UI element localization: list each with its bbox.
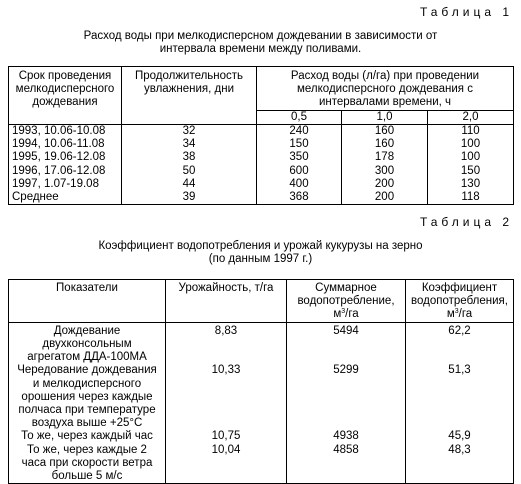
table-row: [9, 444, 514, 484]
interval-cell: 2,0: [428, 110, 514, 124]
header-text: Продолжительность: [134, 70, 244, 82]
indicator-text: часа при скорости ветра: [21, 456, 153, 469]
value-cell: 150: [428, 165, 514, 178]
total-consumption-cell: 5494: [287, 322, 406, 364]
header-text: Срок проведения: [18, 70, 112, 82]
indicator-cell: [9, 430, 166, 443]
header-text: м: [446, 308, 455, 321]
table2-number: Таблица 2: [419, 215, 513, 229]
table2-header-coefficient: [406, 280, 514, 323]
total-consumption-cell: 4858: [287, 444, 406, 484]
superscript: 3: [341, 308, 346, 316]
header-text: мелкодисперсного дождевания с: [297, 83, 473, 96]
value-cell: 100: [428, 151, 514, 164]
yield-cell: 10,33: [166, 364, 287, 430]
value-cell: 240: [257, 124, 342, 138]
value-cell: 350: [257, 151, 342, 164]
header-text: увлажнения, дни: [143, 83, 235, 96]
header-text: Расход воды (л/га) при проведении: [290, 70, 480, 82]
value-cell: 600: [257, 165, 342, 178]
value-cell: 368: [257, 191, 342, 205]
coefficient-cell: 48,3: [406, 444, 514, 484]
indicator-text: двухконсольным: [42, 337, 132, 350]
header-text: дождевания: [32, 96, 98, 109]
table1-number: Таблица 1: [419, 5, 513, 19]
superscript: 3: [454, 308, 459, 316]
period-cell: 1993, 10.06-10.08: [9, 124, 122, 138]
value-cell: 200: [342, 191, 428, 205]
interval-cell: 0,5: [257, 110, 342, 124]
table2-title-line2: (по данным 1997 г.): [208, 253, 313, 265]
table2: [8, 279, 514, 484]
table2-header-yield: Урожайность, т/га: [166, 280, 287, 323]
period-cell: 1995, 19.06-12.08: [9, 151, 122, 164]
table-row: [9, 191, 514, 205]
value-cell: 118: [428, 191, 514, 205]
table-row: [9, 151, 514, 164]
days-cell: 34: [122, 138, 257, 151]
indicator-text: То же, через каждый час: [21, 430, 153, 443]
indicator-text: больше 5 м/с: [51, 470, 123, 483]
value-cell: 160: [342, 138, 428, 151]
value-cell: 300: [342, 165, 428, 178]
header-text: интервалами времени, ч: [318, 96, 452, 109]
period-cell: Среднее: [9, 191, 122, 205]
coefficient-cell: 62,2: [406, 322, 514, 364]
value-cell: 130: [428, 178, 514, 191]
header-text: Коэффициент: [421, 282, 498, 294]
period-cell: 1997, 1.07-19.08: [9, 178, 122, 191]
header-text: м: [333, 308, 342, 321]
yield-cell: 10,75: [166, 430, 287, 443]
indicator-cell: [9, 444, 166, 484]
total-consumption-cell: 4938: [287, 430, 406, 443]
header-text: водопотребления,: [411, 295, 508, 308]
indicator-text: То же, через каждые 2: [27, 443, 147, 456]
indicator-text: Дождевание: [53, 324, 121, 337]
total-consumption-cell: 5299: [287, 364, 406, 430]
days-cell: 50: [122, 165, 257, 178]
header-text: мелкодисперсного: [15, 83, 115, 96]
table2-header-indicators: Показатели: [9, 280, 166, 323]
value-cell: 100: [428, 138, 514, 151]
days-cell: 39: [122, 191, 257, 205]
yield-cell: 10,04: [166, 444, 287, 484]
days-cell: 32: [122, 124, 257, 138]
indicator-text: воздуха выше +25°С: [31, 417, 143, 430]
table1-header-period: [9, 67, 122, 125]
table-row: [9, 178, 514, 191]
indicator-cell: [9, 364, 166, 430]
table-row: [9, 430, 514, 443]
coefficient-cell: 51,3: [406, 364, 514, 430]
coefficient-cell: 45,9: [406, 430, 514, 443]
value-cell: 110: [428, 124, 514, 138]
table-row: [9, 138, 514, 151]
value-cell: 160: [342, 124, 428, 138]
table1-title-line1: Расход воды при мелкодисперсном дождевании в зависимости от: [83, 30, 438, 42]
header-text: Суммарное: [315, 282, 377, 294]
table1: [8, 66, 514, 205]
value-cell: 400: [257, 178, 342, 191]
indicator-text: полчаса при температуре: [18, 403, 156, 416]
indicator-text: Чередование дождевания: [17, 364, 157, 377]
table2-title-line1: Коэффициент водопотребления и урожай кукурузы на зерно: [98, 240, 423, 252]
table-row: [9, 322, 514, 364]
indicator-text: орошения через каждые: [21, 390, 153, 403]
value-cell: 150: [257, 138, 342, 151]
days-cell: 44: [122, 178, 257, 191]
table1-header-days: [122, 67, 257, 125]
header-text: водопотребление,: [297, 295, 395, 308]
header-text: /га: [345, 308, 359, 321]
table2-header-total-consumption: [287, 280, 406, 323]
value-cell: 178: [342, 151, 428, 164]
value-cell: 200: [342, 178, 428, 191]
table-row: [9, 165, 514, 178]
table1-header-water: [257, 67, 514, 111]
days-cell: 38: [122, 151, 257, 164]
indicator-cell: [9, 322, 166, 364]
indicator-text: и мелкодисперсного: [32, 377, 142, 390]
yield-cell: 8,83: [166, 322, 287, 364]
table2-header-row: [9, 280, 514, 323]
header-text: /га: [458, 308, 473, 321]
indicator-text: агрегатом ДДА-100МА: [27, 351, 147, 364]
table-row: [9, 124, 514, 138]
table-row: [9, 364, 514, 430]
table1-header-row: [9, 67, 514, 111]
interval-cell: 1,0: [342, 110, 428, 124]
period-cell: 1994, 10.06-11.08: [9, 138, 122, 151]
table1-title-line2: интервала времени между поливами.: [159, 43, 362, 55]
period-cell: 1996, 17.06-12.08: [9, 165, 122, 178]
